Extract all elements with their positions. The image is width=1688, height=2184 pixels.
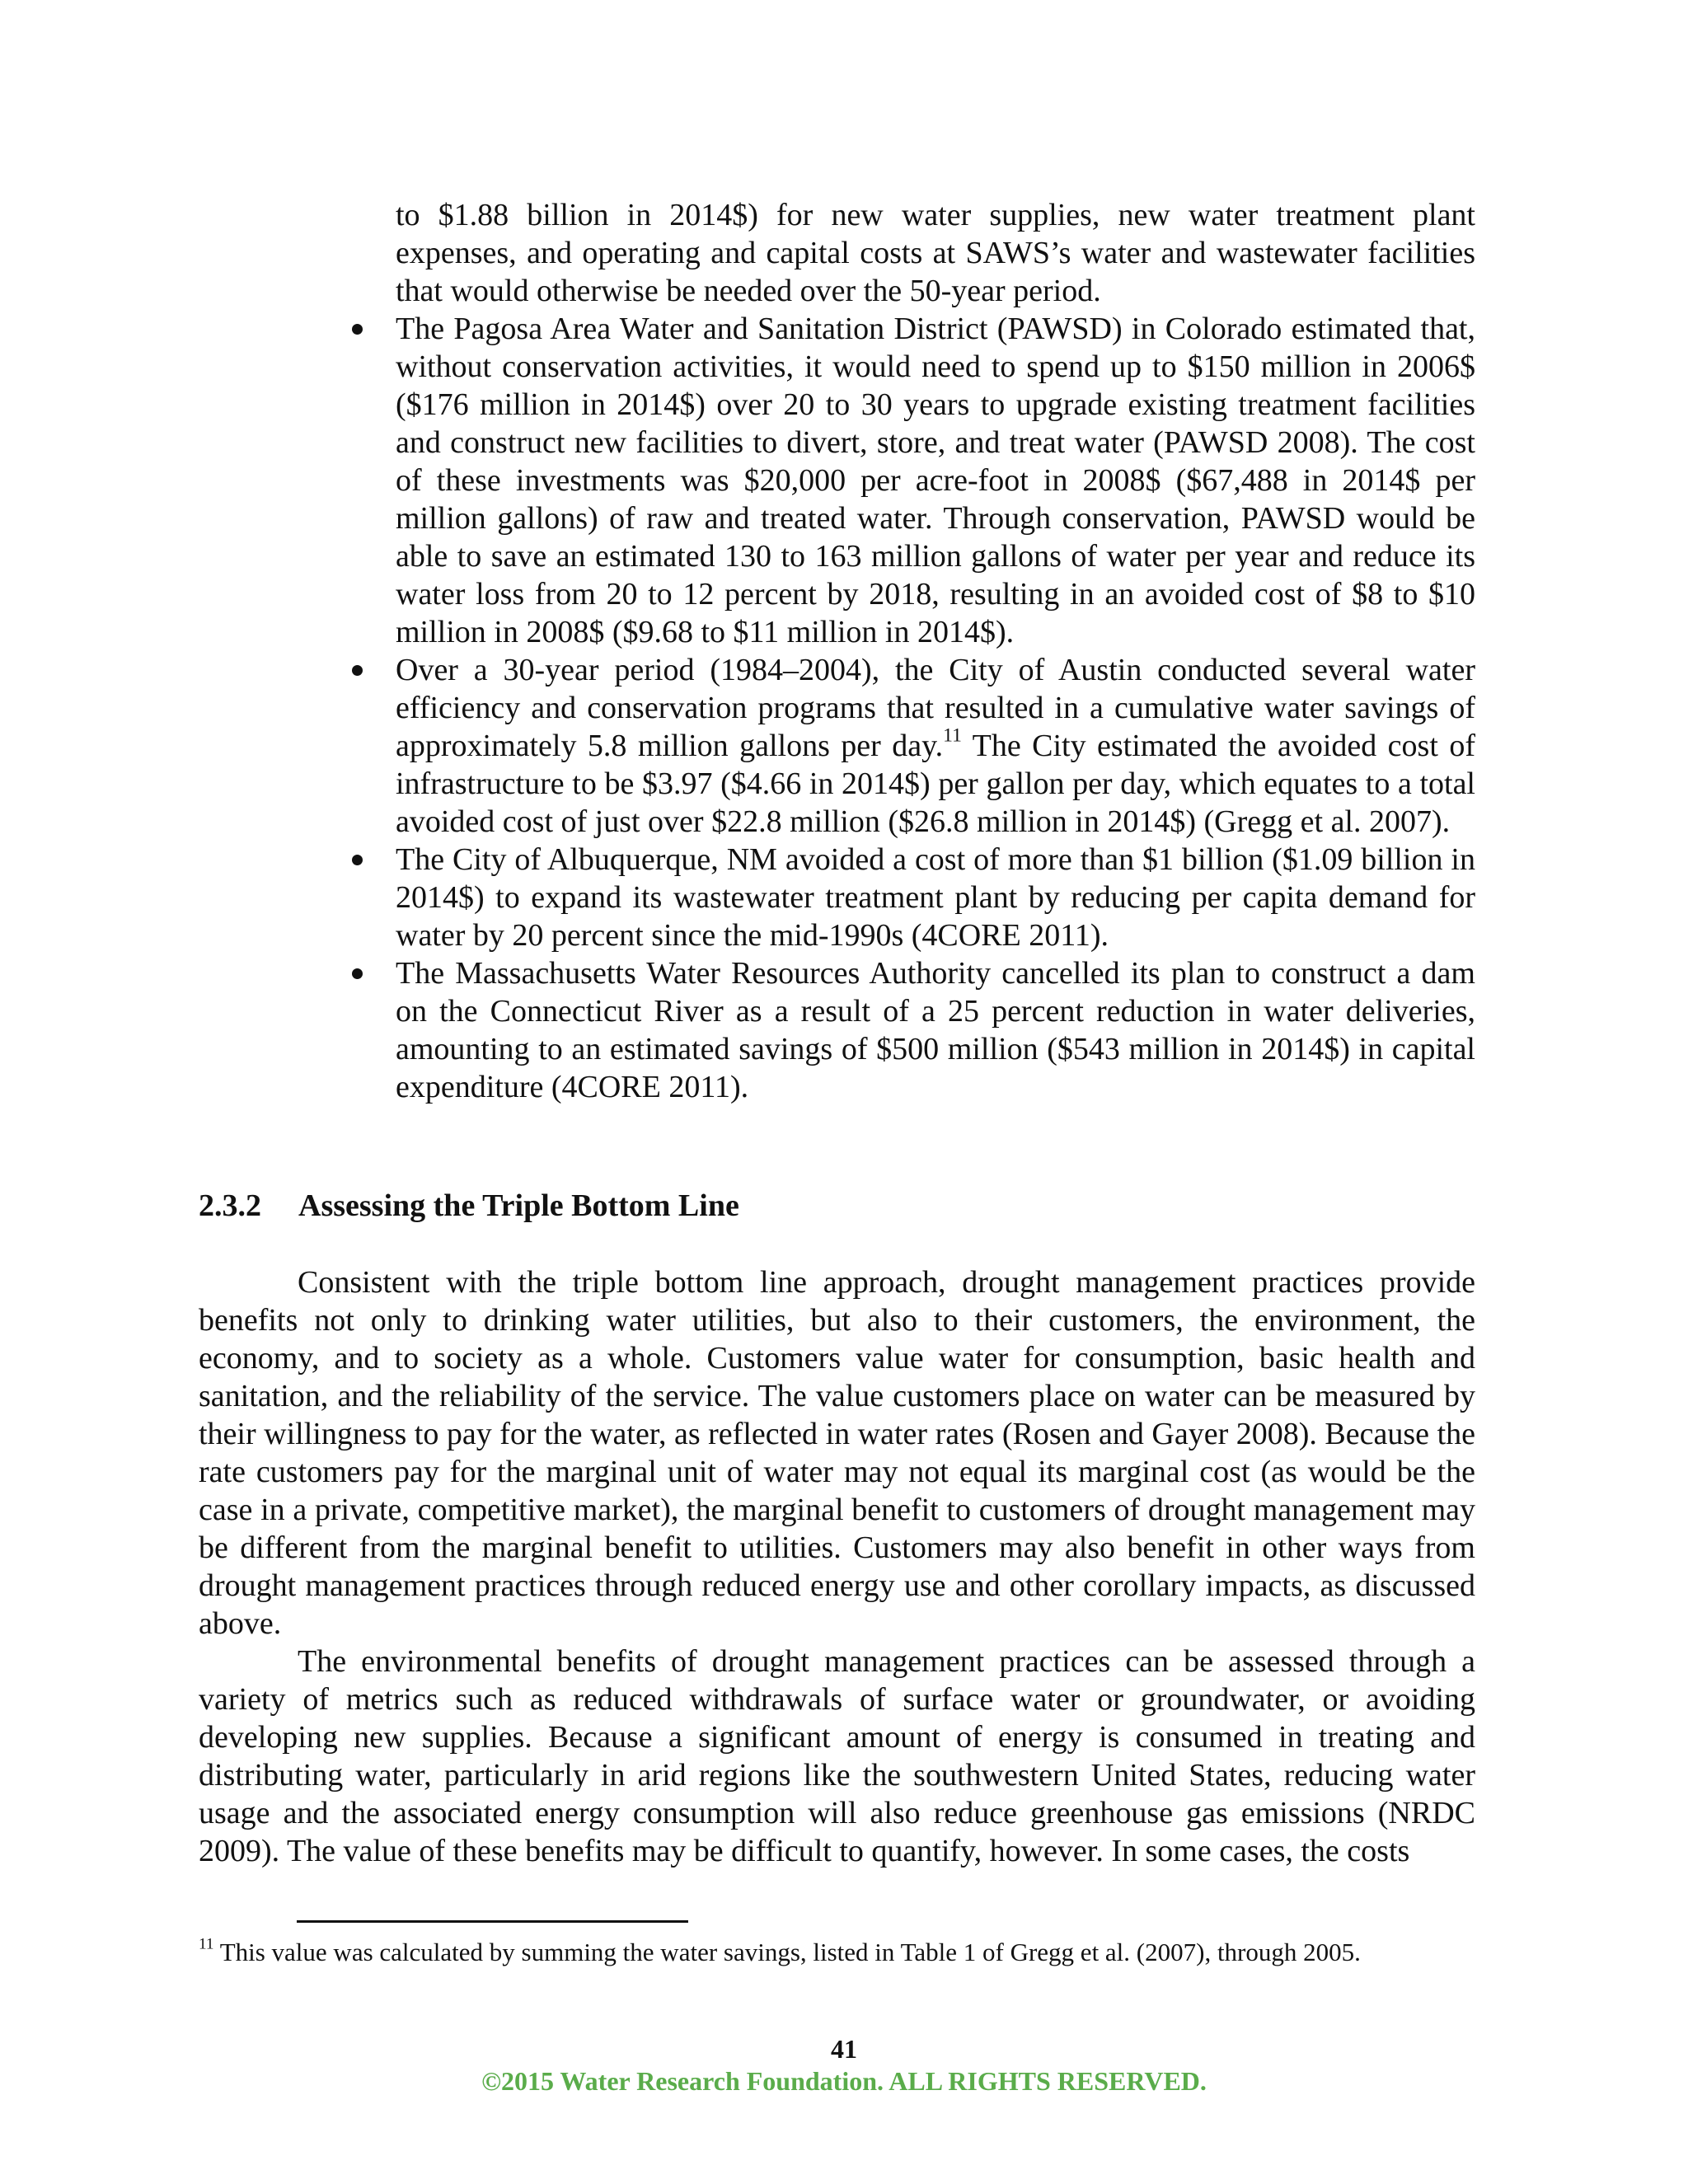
body-paragraph: Consistent with the triple bottom line approach, drought management practices provide benefits not only to drinking water utilities, but also to their customers, the environment, the economy, and to society as a whole. Customers value water for consumption, basic health and sanitation, and the reliability of the service. The value customers place on water can be measured by their willingness to pay for the water, as reflected in water rates (Rosen and Gayer 2008). Because the rate customers pay for the marginal unit of water may not equal its marginal cost (as would be the case in a private, competitive market), the marginal benefit to customers of drought management may be different from the marginal benefit to utilities. Customers may also benefit in other ways from drought management practices through reduced energy use and other corollary impacts, as discussed above. [199,1265,1475,1641]
bullet-item [338,651,1475,841]
body-paragraph: The environmental benefits of drought management practices can be assessed through a variety of metrics such as reduced withdrawals of surface water or groundwater, or avoiding developing new supplies. Because a significant amount of energy is consumed in treating and distributing water, particularly in arid regions like the southwestern United States, reducing water usage and the associated energy consumption will also reduce greenhouse gas emissions (NRDC 2009). The value of these benefits may be difficult to quantify, however. In some cases, the costs [199,1644,1475,1868]
bullet-dot-icon [352,665,363,676]
section-title: Assessing the Triple Bottom Line [298,1188,739,1223]
footnote-divider [297,1920,688,1923]
bullet-dot-icon [352,855,363,865]
bullet-text: Over a 30-year period (1984–2004), the City of Austin conducted several water efficiency and conservation programs that resulted in a cumulative water savings of approximately 5.8 million gallons per day. [396,653,1475,763]
bullet-text: The City of Albuquerque, NM avoided a cost of more than $1 billion ($1.09 billion in 2014$) to expand its wastewater treatment plant by reducing per capita demand for water by 20 percent since the mid-1990s (4CORE 2011). [396,842,1475,953]
footnote-number: 11 [199,1935,214,1953]
bullet-text: The Massachusetts Water Resources Authority cancelled its plan to construct a dam on the Connecticut River as a result of a 25 percent reduction in water deliveries, amounting to an estimated savings of $500 million ($543 million in 2014$) in capital expenditure (4CORE 2011). [396,956,1475,1104]
section-heading [199,1187,739,1225]
bullet-continuation-text: to $1.88 billion in 2014$) for new water supplies, new water treatment plant expenses, and operating and capital costs at SAWS’s water and wastewater facilities that would otherwise be needed over the 50-year period. [396,198,1475,308]
section-number: 2.3.2 [199,1188,261,1223]
copyright-notice: ©2015 Water Research Foundation. ALL RIGHTS RESERVED. [481,2066,1207,2096]
section-body [199,1263,1475,1870]
footnote-text: This value was calculated by summing the water savings, listed in Table 1 of Gregg et al. (2007), through 2005. [213,1938,1361,1966]
bullet-dot-icon [352,324,363,335]
bullet-text: The City estimated the avoided cost of infrastructure to be $3.97 ($4.66 in 2014$) per gallon per day, which equates to a total avoided cost of just over $22.8 million ($26.8 million in 2014$) (Gregg et al. 2007). [396,729,1475,839]
page-number: 41 [831,2034,857,2064]
footnote [199,1937,1475,1968]
bullet-item [338,841,1475,954]
bullet-list [338,196,1475,1106]
bullet-text: The Pagosa Area Water and Sanitation District (PAWSD) in Colorado estimated that, without conservation activities, it would need to spend up to $150 million in 2006$ ($176 million in 2014$) over 20 to 30 years to upgrade existing treatment facilities and construct new facilities to divert, store, and treat water (PAWSD 2008). The cost of these investments was $20,000 per acre-foot in 2008$ ($67,488 in 2014$ per million gallons) of raw and treated water. Through conservation, PAWSD would be able to save an estimated 130 to 163 million gallons of water per year and reduce its water loss from 20 to 12 percent by 2018, resulting in an avoided cost of $8 to $10 million in 2008$ ($9.68 to $11 million in 2014$). [396,312,1475,649]
bullet-dot-icon [352,968,363,979]
bullet-item [338,310,1475,651]
bullet-item [338,954,1475,1106]
bullet-continuation [338,196,1475,310]
footnote-reference[interactable]: 11 [943,724,962,747]
